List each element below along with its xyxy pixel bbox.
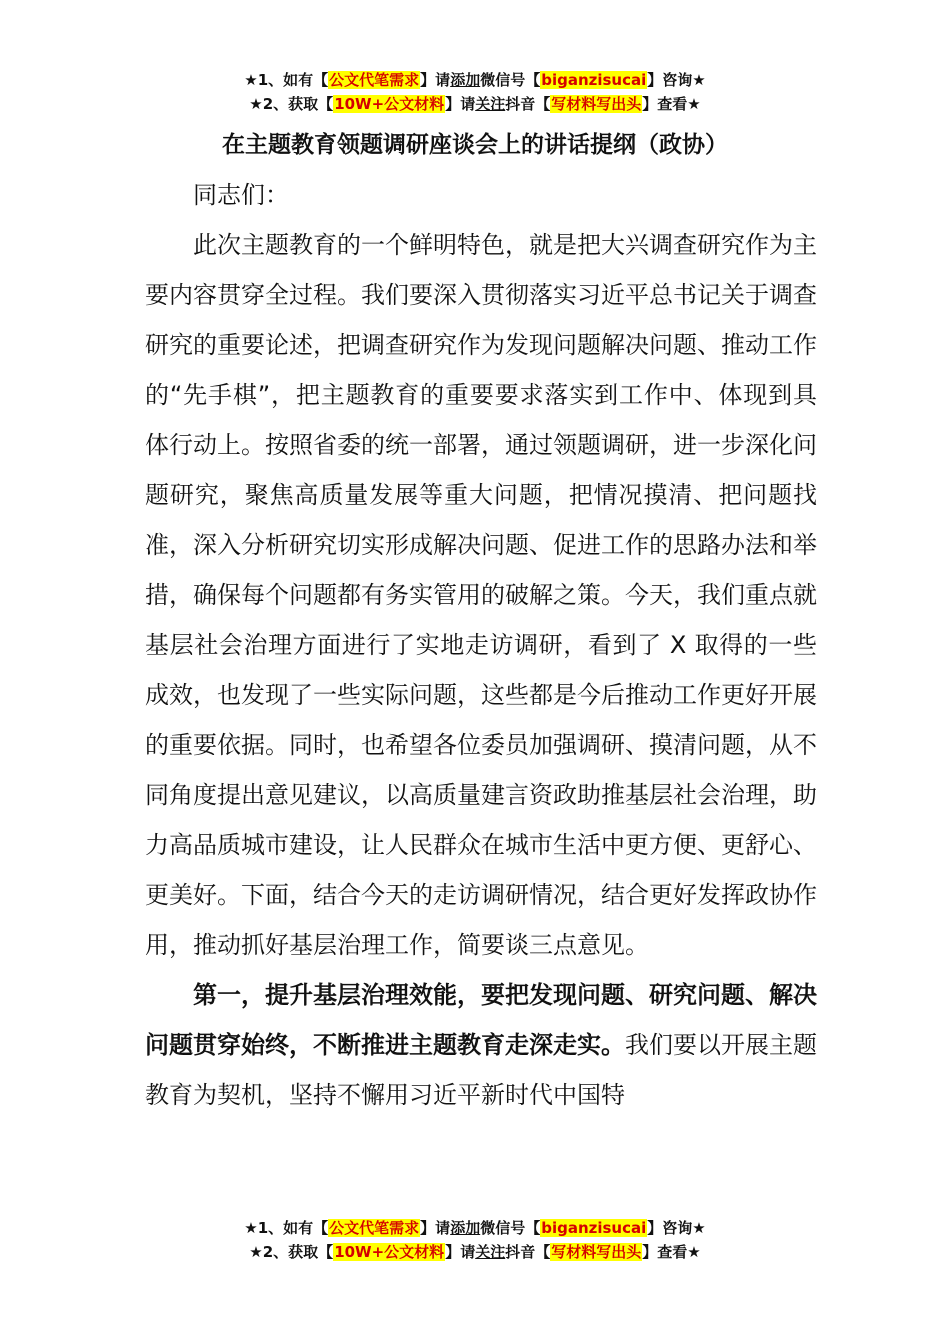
banner-text: ★1、如有【 bbox=[244, 1219, 329, 1237]
highlight-ghostwriting-service: 公文代笔需求 bbox=[329, 71, 420, 89]
footer-banner-line-1 bbox=[0, 1216, 950, 1240]
banner-underlined-text: 添加 bbox=[450, 1219, 481, 1237]
banner-text: ★2、获取【 bbox=[249, 95, 334, 113]
highlight-wechat-id: biganzisucai bbox=[541, 71, 647, 89]
banner-text: 】咨询★ bbox=[647, 1219, 706, 1237]
banner-text: 】请 bbox=[445, 95, 476, 113]
banner-text: ★2、获取【 bbox=[249, 1243, 334, 1261]
banner-text: 】请 bbox=[420, 71, 451, 89]
highlight-wechat-id: biganzisucai bbox=[541, 1219, 647, 1237]
header-banner bbox=[0, 68, 950, 116]
footer-banner bbox=[0, 1216, 950, 1264]
footer-banner-line-2 bbox=[0, 1240, 950, 1264]
document-body bbox=[145, 170, 817, 1120]
highlight-ghostwriting-service: 公文代笔需求 bbox=[329, 1219, 420, 1237]
banner-underlined-text: 关注 bbox=[475, 95, 506, 113]
banner-text: ★1、如有【 bbox=[244, 71, 329, 89]
highlight-materials: 10W+公文材料 bbox=[334, 1243, 445, 1261]
banner-underlined-text: 添加 bbox=[450, 71, 481, 89]
banner-text: 抖音【 bbox=[505, 1243, 551, 1261]
paragraph-2-heading: 第一，提升基层治理效能，要把发现问题、研究问题、解决问题贯穿始终，不断推进主题教育走深走实。 bbox=[145, 981, 817, 1059]
banner-text: 】请 bbox=[445, 1243, 476, 1261]
banner-text: 微信号【 bbox=[480, 1219, 541, 1237]
paragraph-1: 此次主题教育的一个鲜明特色，就是把大兴调查研究作为主要内容贯穿全过程。我们要深入贯彻落实习近平总书记关于调查研究的重要论述，把调查研究作为发现问题解决问题、推动工作的“先手棋”，把主题教育的重要要求落实到工作中、体现到具体行动上。按照省委的统一部署，通过领题调研，进一步深化问题研究，聚焦高质量发展等重大问题，把情况摸清、把问题找准，深入分析研究切实形成解决问题、促进工作的思路办法和举措，确保每个问题都有务实管用的破解之策。今天，我们重点就基层社会治理方面进行了实地走访调研，看到了 X 取得的一些成效，也发现了一些实际问题，这些都是今后推动工作更好开展的重要依据。同时，也希望各位委员加强调研、摸清问题，从不同角度提出意见建议，以高质量建言资政助推基层社会治理，助力高品质城市建设，让人民群众在城市生活中更方便、更舒心、更美好。下面，结合今天的走访调研情况，结合更好发挥政协作用，推动抓好基层治理工作，简要谈三点意见。 bbox=[145, 231, 817, 959]
highlight-materials: 10W+公文材料 bbox=[334, 95, 445, 113]
highlight-douyin-account: 写材料写出头 bbox=[551, 1243, 642, 1261]
paragraph-2-text: 我们要以开展主题教育为契机，坚持不懈用习近平新时代中国特 bbox=[145, 1031, 817, 1109]
header-banner-line-1 bbox=[0, 68, 950, 92]
banner-text: 】查看★ bbox=[642, 95, 701, 113]
banner-underlined-text: 关注 bbox=[475, 1243, 506, 1261]
banner-text: 】请 bbox=[420, 1219, 451, 1237]
banner-text: 微信号【 bbox=[480, 71, 541, 89]
header-banner-line-2 bbox=[0, 92, 950, 116]
banner-text: 】查看★ bbox=[642, 1243, 701, 1261]
document-title: 在主题教育领题调研座谈会上的讲话提纲（政协） bbox=[222, 132, 728, 158]
highlight-douyin-account: 写材料写出头 bbox=[551, 95, 642, 113]
salutation: 同志们： bbox=[193, 181, 289, 209]
banner-text: 】咨询★ bbox=[647, 71, 706, 89]
banner-text: 抖音【 bbox=[505, 95, 551, 113]
paragraph-2 bbox=[145, 970, 817, 1120]
